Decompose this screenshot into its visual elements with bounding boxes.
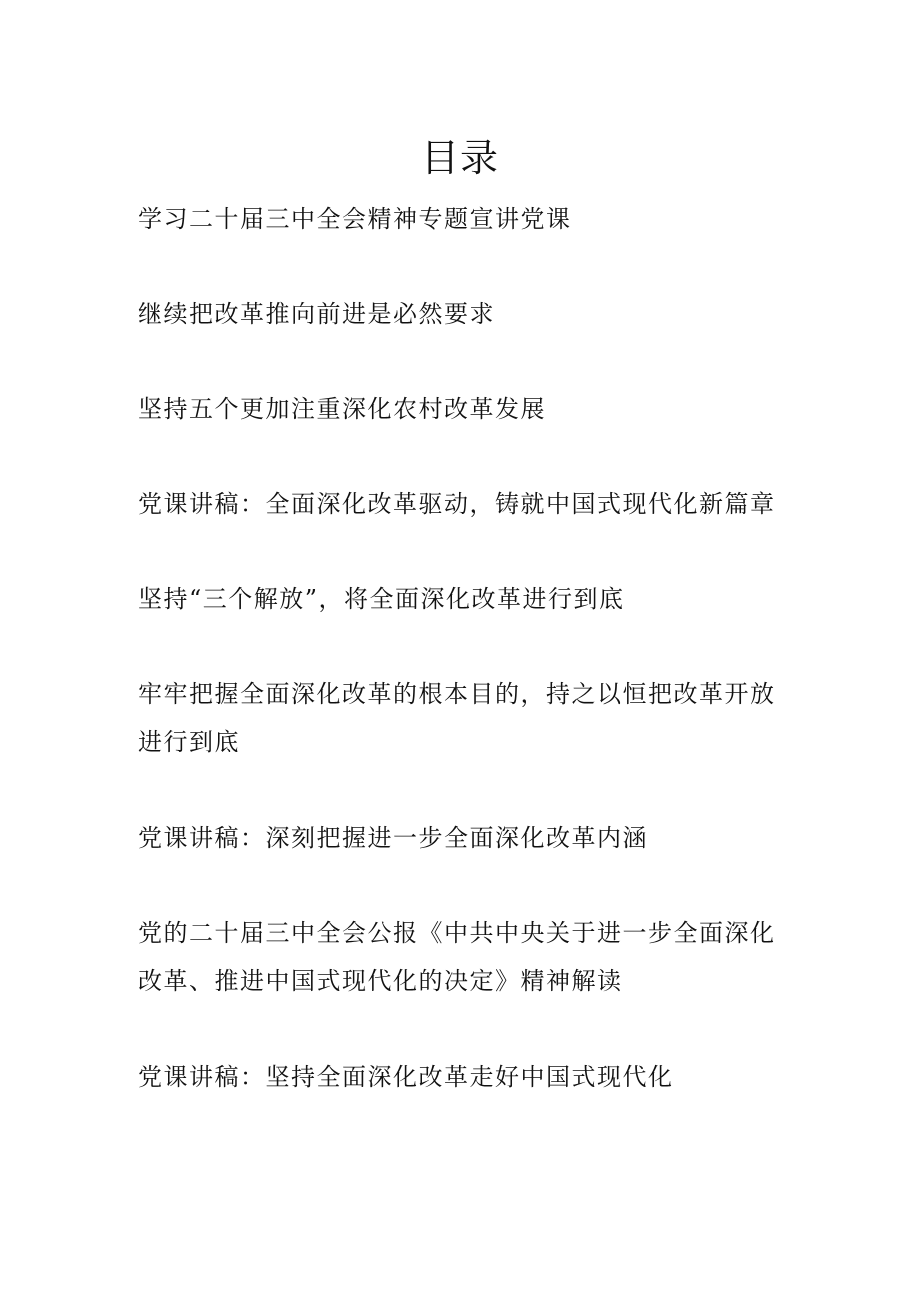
toc-item: 党课讲稿：深刻把握进一步全面深化改革内涵 <box>138 824 648 852</box>
toc-item: 坚持“三个解放”，将全面深化改革进行到底 <box>138 585 625 613</box>
toc-item: 坚持五个更加注重深化农村改革发展 <box>138 395 546 423</box>
toc-item: 党课讲稿：坚持全面深化改革走好中国式现代化 <box>138 1063 674 1091</box>
page-title: 目录 <box>420 136 499 180</box>
toc-item: 党课讲稿：全面深化改革驱动，铸就中国式现代化新篇章 <box>138 490 776 518</box>
toc-item: 党的二十届三中全会公报《中共中央关于进一步全面深化改革、推进中国式现代化的决定》精神解读 <box>138 919 776 995</box>
toc-item: 牢牢把握全面深化改革的根本目的，持之以恒把改革开放进行到底 <box>138 680 776 756</box>
toc-item: 继续把改革推向前进是必然要求 <box>138 300 495 328</box>
toc-item: 学习二十届三中全会精神专题宣讲党课 <box>138 205 572 233</box>
